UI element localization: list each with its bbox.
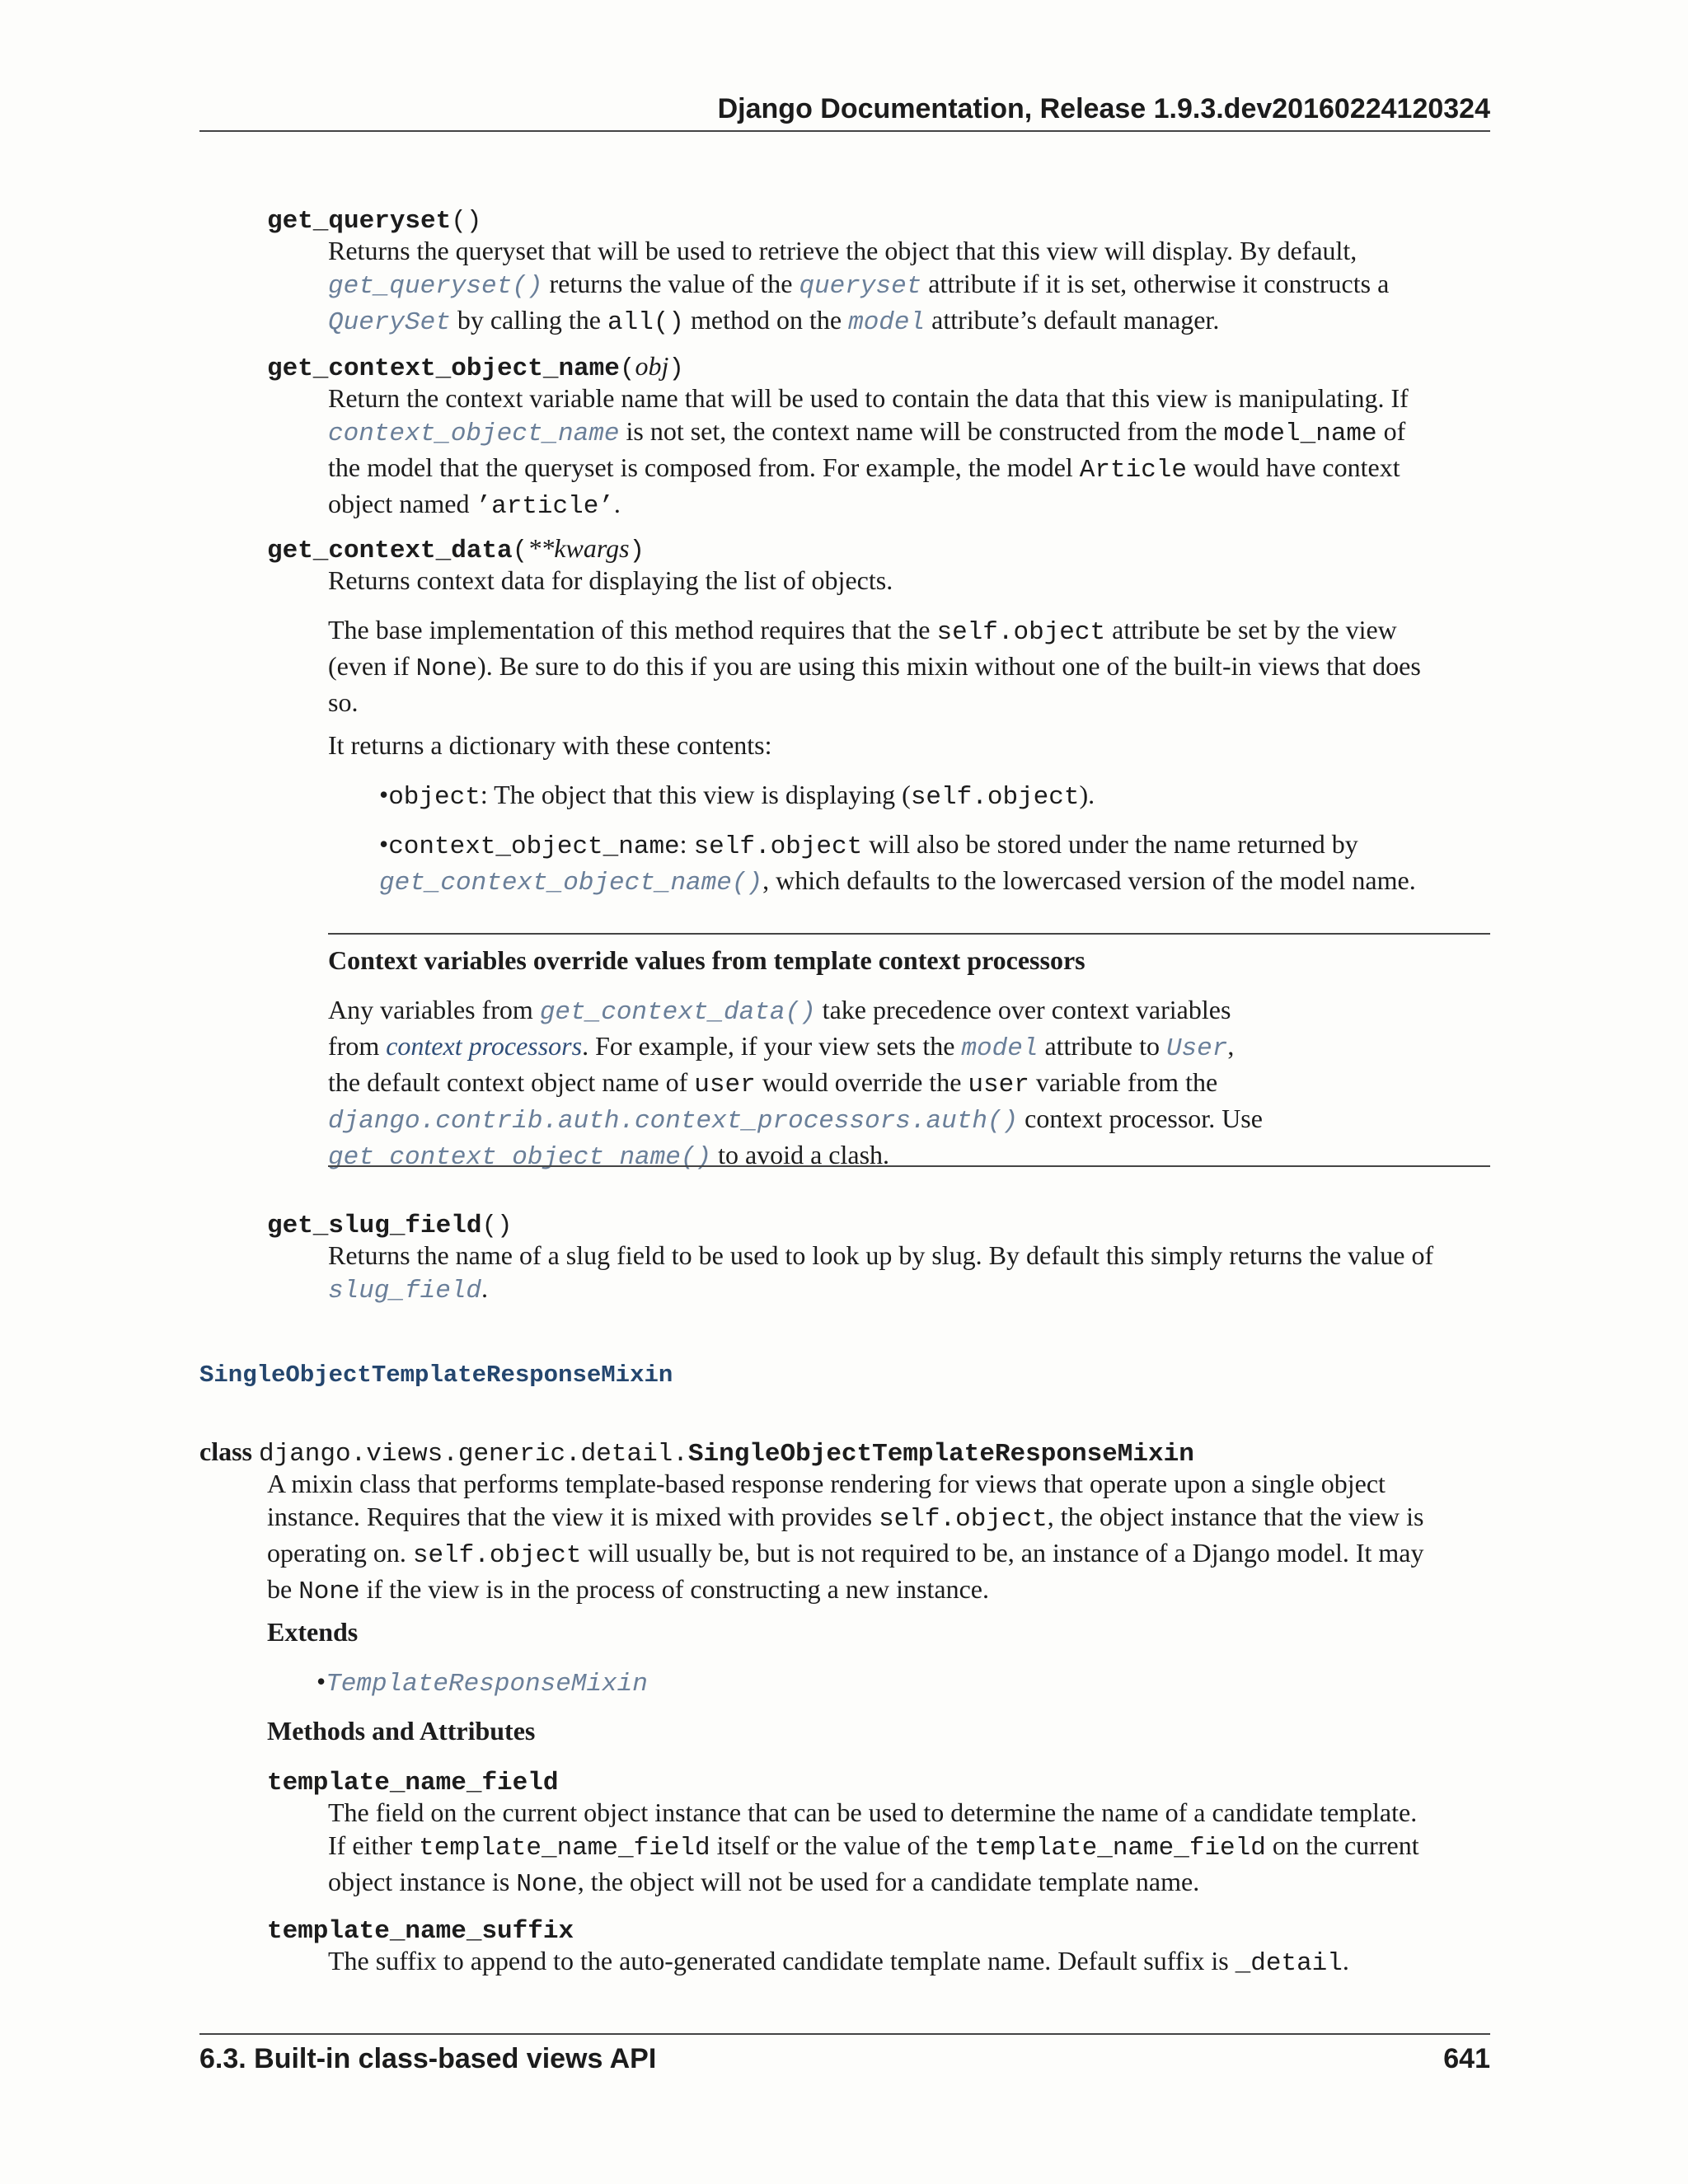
bullet: • [379,780,389,809]
text-line: Return the context variable name that will be used to contain the data that this view is manipulating. If [328,383,1409,413]
text-line: be None if the view is in the process of constructing a new instance. [267,1574,989,1606]
get-context-data-summary: Returns context data for displaying the list of objects. [328,565,893,595]
get-slug-field-signature: get_slug_field() [267,1212,513,1240]
text-line: Returns the name of a slug field to be used to look up by slug. By default this simply returns the value of [328,1240,1434,1270]
text-line: the default context object name of user would override the user variable from the [328,1067,1218,1099]
text-line: from context processors. For example, if your view sets the model attribute to User, [328,1031,1235,1063]
get-slug-field-description [328,1239,1490,1308]
template-name-field-signature [267,1764,1490,1800]
context-object-name-link[interactable]: context_object_name [328,419,620,448]
get-queryset-link[interactable]: get_queryset() [328,272,543,301]
text-line: context_object_name is not set, the context name will be constructed from the model_name of [328,416,1406,448]
bullet: • [316,1666,326,1696]
template-name-suffix-signature [267,1912,1490,1948]
text-line: get_queryset() returns the value of the queryset attribute if it is set, otherwise it constructs a [328,269,1390,301]
get-context-data-returns: It returns a dictionary with these contents: [328,730,772,760]
template-response-mixin-link[interactable]: TemplateResponseMixin [326,1670,648,1699]
text-line: Any variables from get_context_data() take precedence over context variables [328,995,1231,1027]
class-name: SingleObjectTemplateResponseMixin [687,1440,1194,1469]
text-line: If either template_name_field itself or the value of the template_name_field on the current [328,1830,1419,1863]
get-context-object-name-signature: get_context_object_name(obj) [267,351,684,383]
text-line: so. [328,687,359,717]
text-line: The field on the current object instance that can be used to determine the name of a candidate template. [328,1797,1418,1827]
extends-label: Extends [267,1617,359,1647]
get-context-object-name-description [328,382,1490,523]
text-line: the model that the queryset is composed from. For example, the model Article would have context [328,452,1400,485]
get-context-object-name-link[interactable]: get_context_object_name() [328,1143,712,1172]
footer-section: 6.3. Built-in class-based views API [199,2043,657,2074]
method-name: get_queryset [267,207,452,236]
page-header: Django Documentation, Release 1.9.3.dev20160224120324 [717,93,1490,124]
bullet: • [379,829,389,859]
page-number: 641 [1443,2043,1490,2074]
context-processors-link[interactable]: context processors [386,1031,583,1061]
method-parens: () [451,207,482,236]
get-context-object-name-link[interactable]: get_context_object_name() [379,869,763,898]
get-queryset-signature [267,202,1490,238]
attribute-name: template_name_field [267,1769,559,1797]
methods-label: Methods and Attributes [267,1716,536,1746]
text-line: (even if None). Be sure to do this if you are using this mixin without one of the built-in views that does [328,651,1421,683]
note-body [328,993,1490,1174]
user-link[interactable]: User [1165,1034,1228,1063]
template-name-field-description [328,1796,1490,1901]
method-name: get_context_data [267,537,513,565]
note-bottom-rule [328,1165,1490,1167]
slug-field-link[interactable]: slug_field [328,1277,482,1305]
get-context-data-signature: get_context_data(**kwargs) [267,533,645,565]
text-line: Returns the queryset that will be used to retrieve the object that this view will display. By default, [328,236,1357,265]
text-line: QuerySet by calling the all() method on the model attribute’s default manager. [328,305,1220,337]
list-item [316,1665,648,1701]
class-keyword: class [199,1436,252,1466]
class-description [267,1467,1490,1609]
get-context-data-link[interactable]: get_context_data() [539,998,816,1027]
text-line: instance. Requires that the view it is mixed with provides self.object, the object instance that the view is [267,1502,1424,1534]
text-line: The base implementation of this method requires that the self.object attribute be set by the view [328,615,1397,647]
template-name-suffix-description: The suffix to append to the auto-generated candidate template name. Default suffix is _detail. [328,1946,1349,1978]
model-link[interactable]: model [848,308,926,337]
text-line: get_context_object_name() to avoid a clash. [328,1140,890,1172]
text-line: django.contrib.auth.context_processors.auth() context processor. Use [328,1104,1263,1136]
note-top-rule [328,933,1490,935]
class-module: django.views.generic.detail. [259,1440,688,1469]
text-line: operating on. self.object will usually be, but is not required to be, an instance of a Django model. It may [267,1538,1424,1570]
queryset-class-link[interactable]: QuerySet [328,308,451,337]
model-link[interactable]: model [961,1034,1039,1063]
text-line: slug_field. [328,1273,489,1305]
method-name: get_context_object_name [267,354,620,383]
text-line: object named ’article’. [328,489,621,521]
method-name: get_slug_field [267,1212,482,1240]
list-item: •object: The object that this view is displaying (self.object). [379,780,1095,812]
method-arg: obj [635,351,669,381]
section-title[interactable]: SingleObjectTemplateResponseMixin [199,1361,673,1389]
get-queryset-description [328,234,1490,340]
attribute-name: template_name_suffix [267,1917,574,1946]
text-line: A mixin class that performs template-based response rendering for views that operate upon a single object [267,1469,1386,1498]
note-title: Context variables override values from template context processors [328,945,1085,975]
get-context-data-paragraph [328,613,1490,719]
text-line: object instance is None, the object will not be used for a candidate template name. [328,1867,1200,1899]
footer-rule [199,2033,1490,2035]
list-item: •context_object_name: self.object will also be stored under the name returned by get_context_object_name(), which defaults to the lowercased version of the model name. [379,829,1416,898]
class-signature [199,1435,1490,1471]
header-rule [199,130,1490,132]
queryset-link[interactable]: queryset [799,272,922,301]
auth-context-processor-link[interactable]: django.contrib.auth.context_processors.auth() [328,1107,1019,1136]
method-arg: **kwargs [528,533,630,563]
